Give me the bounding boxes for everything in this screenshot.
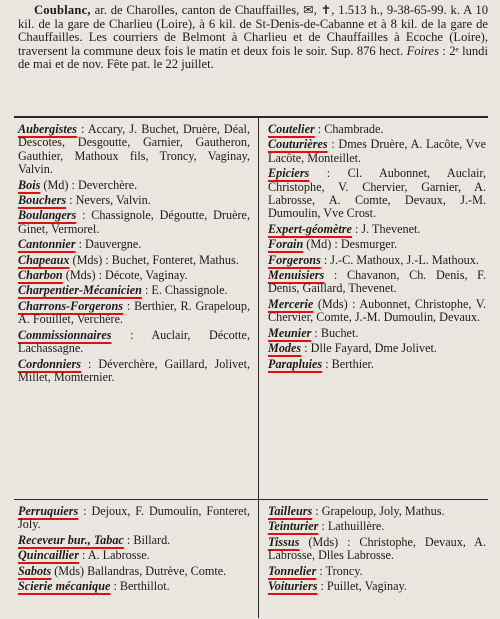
directory-entry <box>268 269 486 296</box>
entry-heading: Boulangers <box>18 208 77 223</box>
directory-entry <box>18 329 250 356</box>
directory-entry <box>268 298 486 325</box>
foires-label: Foires <box>406 43 439 58</box>
entry-heading: Bois <box>18 177 41 192</box>
entry-heading: Tonnelier <box>268 563 317 578</box>
directory-entry <box>18 238 250 251</box>
entry-heading: Commissionnaires <box>18 327 112 342</box>
entry-heading: Charrons-Forgerons <box>18 298 123 313</box>
middle-divider <box>14 499 488 500</box>
directory-entry <box>268 342 486 355</box>
entry-text: : Chavanon, Ch. Denis, F. Denis, Gaillard, Thevenet. <box>268 268 487 296</box>
directory-entry <box>18 123 250 177</box>
entry-text: : Puillet, Vaginay. <box>320 579 407 594</box>
directory-entry <box>18 194 250 207</box>
directory-entry <box>268 167 486 221</box>
entry-heading: Perruquiers <box>18 504 79 518</box>
directory-entry <box>268 536 486 563</box>
entry-text: : Berthier, R. Grapeloup, A. Fouillet, Verchère. <box>18 298 251 327</box>
entry-heading: Expert-géomètre <box>268 221 352 236</box>
entry-text: : Accary, J. Buchet, Druère, Déal, Descotes, Desgoutte, Garnier, Gautheron, Gauthier, Mathoux fils, Troncy, Vaginay, Valvin. <box>18 122 250 177</box>
entry-heading: Bouchers <box>18 193 67 208</box>
entry-text: : Grapeloup, Joly, Mathus. <box>315 504 445 518</box>
entry-qualifier: (Mds) <box>317 296 348 311</box>
entry-heading: Aubergistes <box>18 122 77 136</box>
entry-text: : Berthillot. <box>113 579 170 594</box>
right-column-lower <box>268 505 486 595</box>
left-column-lower <box>18 505 250 595</box>
column-divider-upper <box>258 118 259 499</box>
entry-text: : Buchet. <box>314 325 359 340</box>
entry-heading: Cordonniers <box>18 356 81 371</box>
directory-entry <box>18 284 250 297</box>
top-divider <box>14 116 488 118</box>
entry-qualifier: (Mds) <box>65 268 96 283</box>
entry-text: : Dmes Druère, A. Lacôte, Vve Lacôte, Monteillet. <box>268 137 486 165</box>
entry-heading: Scierie mécanique <box>18 579 111 594</box>
entry-text: : Nevers, Valvin. <box>69 193 151 208</box>
directory-entry <box>18 534 250 547</box>
directory-entry <box>18 358 250 385</box>
directory-entry <box>18 549 250 562</box>
entry-heading: Couturières <box>268 137 328 152</box>
directory-entry <box>18 179 250 192</box>
entry-text: : E. Chassignole. <box>144 283 228 298</box>
column-divider-lower <box>258 500 259 618</box>
entry-heading: Forgerons <box>268 252 321 267</box>
commune-name: Coublanc, <box>34 3 91 17</box>
entry-heading: Charpentier-Mécanicien <box>18 283 142 298</box>
directory-entry <box>268 123 486 136</box>
entry-heading: Forain <box>268 237 304 252</box>
entry-text: : Auclair, Décotte, Lachassagne. <box>18 327 250 356</box>
entry-heading: Tissus <box>268 534 300 549</box>
entry-heading: Meunier <box>268 325 312 340</box>
entry-text: : Buchet, Fonteret, Mathus. <box>105 252 239 267</box>
directory-entry <box>268 358 486 371</box>
entry-text: : J. Thevenet. <box>355 221 421 236</box>
entry-heading: Receveur bur., Tabac <box>18 532 124 547</box>
entry-qualifier: (Mds) <box>54 563 85 578</box>
entry-text: : Décote, Vaginay. <box>98 268 188 283</box>
entry-heading: Epiciers <box>268 166 310 181</box>
entry-qualifier: (Mds) <box>308 534 339 549</box>
entry-text: : A. Labrosse. <box>82 548 150 563</box>
directory-entry <box>18 505 250 532</box>
entry-text: : Berthier. <box>325 356 374 371</box>
directory-entry <box>18 300 250 327</box>
directory-entry <box>18 269 250 282</box>
directory-entry <box>268 327 486 340</box>
entry-text: : Troncy. <box>319 563 363 578</box>
directory-entry <box>18 565 250 578</box>
entry-heading: Modes <box>268 341 302 356</box>
directory-entry <box>18 254 250 267</box>
entry-qualifier: (Mds) <box>72 252 103 267</box>
entry-text: : Déverchère, Gaillard, Jolivet, Millet, Momternier. <box>18 356 251 384</box>
entry-heading: Voituriers <box>268 579 318 594</box>
left-column-upper <box>18 123 250 386</box>
entry-qualifier: (Md) <box>43 177 69 192</box>
entry-heading: Coutelier <box>268 122 315 136</box>
directory-entry <box>268 138 486 165</box>
commune-description: ar. de Charolles, canton de Chauffailles, ✉, ✝, 1.513 h., 9-38-65-99. k. A 10 kil. de la gare de Charlieu (Loire), à 6 kil. de St-Denis-de-Cabanne et à 8 kil. de la gare de Chauffailles. Les courriers de Belmont à Charlieu et de Chauffailles à Ecoche (Loire), traversent la commune deux fois le matin et deux fois le soir. Sup. 876 hect. <box>18 3 488 58</box>
entry-text: : Chambrade. <box>317 122 384 136</box>
entry-heading: Parapluies <box>268 356 323 371</box>
directory-entry <box>268 238 486 251</box>
directory-entry <box>268 223 486 236</box>
right-column-upper <box>268 123 486 373</box>
directory-entry <box>268 565 486 578</box>
entry-text: : J.-C. Mathoux, J.-L. Mathoux. <box>323 252 479 267</box>
entry-heading: Cantonnier <box>18 237 76 252</box>
entry-text: : Cl. Aubonnet, Auclair, Christophe, V. Chervier, Garnier, A. Labrosse, A. Comte, Devaux, J.-M. Dumoulin, Vve Crost. <box>268 166 486 221</box>
directory-entry <box>18 209 250 236</box>
entry-text: : Dejoux, F. Dumoulin, Fonteret, Joly. <box>18 504 251 532</box>
entry-text: : Dauvergne. <box>78 237 142 252</box>
directory-entry <box>268 580 486 593</box>
entry-heading: Charbon <box>18 268 63 283</box>
foires-text: : 2ᵉ lundi de mai et de nov. Fête pat. le 22 juillet. <box>18 43 488 72</box>
entry-text: : Deverchère. <box>71 177 138 192</box>
entry-text: : Billard. <box>126 532 171 547</box>
directory-entry <box>18 580 250 593</box>
entry-text: Ballandras, Dutrève, Comte. <box>87 563 227 578</box>
entry-text: : Christophe, Devaux, A. Labrosse, Dlles Labrosse. <box>268 534 486 563</box>
entry-text: : Desmurger. <box>334 237 398 252</box>
directory-entry <box>268 505 486 518</box>
entry-heading: Chapeaux <box>18 252 70 267</box>
entry-heading: Menuisiers <box>268 268 325 283</box>
entry-heading: Tailleurs <box>268 504 313 518</box>
commune-intro <box>18 4 488 72</box>
entry-qualifier: (Md) <box>306 237 332 252</box>
entry-text: : Chassignole, Dégoutte, Druère, Ginet, Vermorel. <box>18 208 250 236</box>
entry-text: : Lathuillère. <box>321 519 385 534</box>
entry-heading: Mercerie <box>268 296 314 311</box>
entry-text: : Dlle Fayard, Dme Jolivet. <box>304 341 437 356</box>
entry-text: : Aubonnet, Christophe, V. Chervier, Comte, J.-M. Dumoulin, Devaux. <box>268 296 486 325</box>
directory-entry <box>268 254 486 267</box>
entry-heading: Quincaillier <box>18 548 79 563</box>
entry-heading: Sabots <box>18 563 52 578</box>
directory-entry <box>268 520 486 533</box>
entry-heading: Teinturier <box>268 519 319 534</box>
